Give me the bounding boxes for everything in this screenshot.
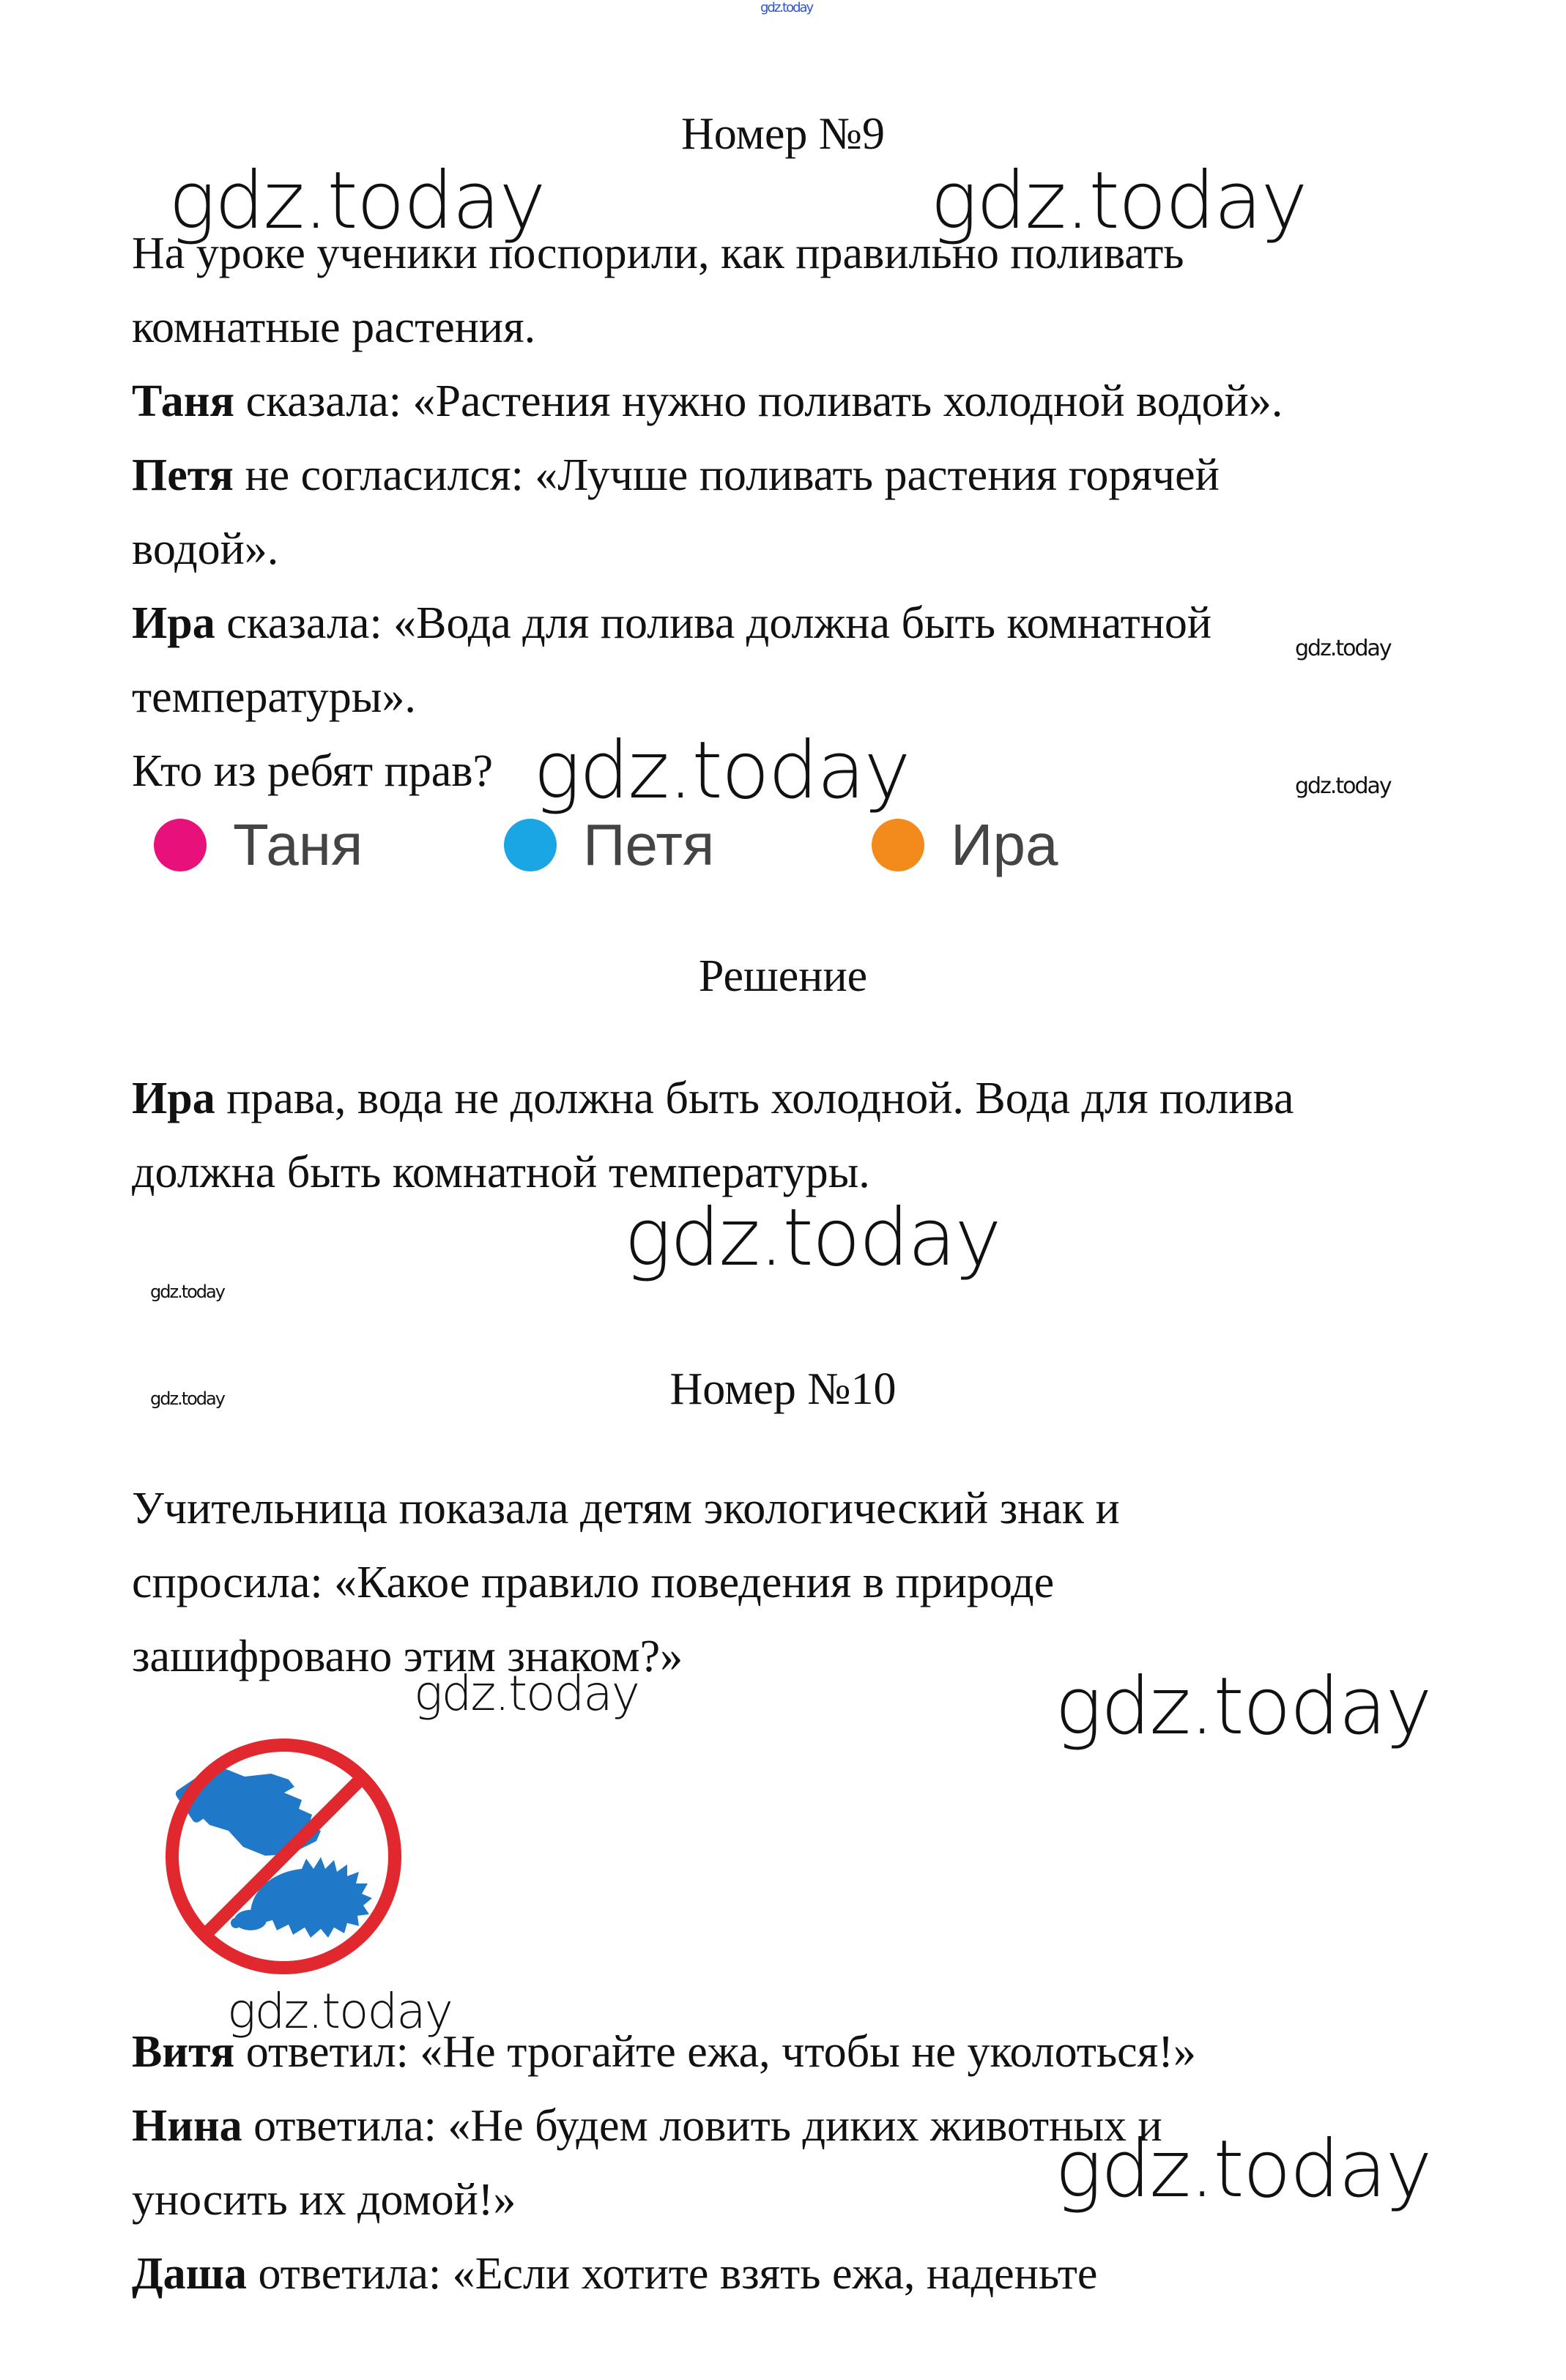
option-dot-icon bbox=[872, 819, 924, 871]
watermark: gdz.today bbox=[150, 1282, 224, 1302]
task9-title: Номер №9 bbox=[680, 109, 885, 159]
ira-name: Ира bbox=[132, 598, 215, 648]
tanya-statement bbox=[132, 365, 1465, 439]
ira-statement-cont: температуры». bbox=[132, 672, 416, 722]
no-touching-hedgehog-icon bbox=[155, 1728, 412, 1985]
eco-sign-image bbox=[155, 1728, 412, 1985]
watermark: gdz.today bbox=[930, 155, 1307, 247]
solution-line-1-text: права, вода не должна быть холодной. Вода для полива bbox=[215, 1074, 1294, 1123]
watermark: gdz.today bbox=[168, 155, 545, 247]
dasha-answer bbox=[132, 2237, 1465, 2311]
solution-text bbox=[132, 1062, 1465, 1210]
petya-name: Петя bbox=[132, 450, 234, 500]
solution-line-2: должна быть комнатной температуры. bbox=[132, 1148, 870, 1197]
task9-line-1: На уроке ученики поспорили, как правильно поливать bbox=[132, 228, 1184, 278]
watermark: gdz.today bbox=[1295, 773, 1391, 799]
tanya-name: Таня bbox=[132, 376, 235, 426]
task9-question: Кто из ребят прав? bbox=[132, 746, 494, 796]
option-ira[interactable] bbox=[872, 811, 1058, 879]
dasha-text: ответила: «Если хотите взять ежа, наденьте bbox=[247, 2249, 1098, 2299]
solution-name: Ира bbox=[132, 1074, 215, 1123]
option-label: Таня bbox=[233, 812, 363, 877]
solution-line-1 bbox=[132, 1062, 1465, 1136]
option-petya[interactable] bbox=[504, 811, 714, 879]
task10-line-1: Учительница показала детям экологический знак и bbox=[132, 1484, 1120, 1533]
option-dot-icon bbox=[504, 819, 557, 871]
solution-title: Решение bbox=[698, 951, 868, 1001]
option-dot-icon bbox=[154, 819, 207, 871]
watermark-top: gdz.today bbox=[760, 0, 813, 15]
watermark: gdz.today bbox=[1295, 636, 1391, 661]
watermark: gdz.today bbox=[1055, 2124, 1431, 2215]
watermark: gdz.today bbox=[1055, 1661, 1431, 1752]
option-label: Петя bbox=[583, 812, 715, 877]
task10-line-2: спросила: «Какое правило поведения в природе bbox=[132, 1558, 1055, 1607]
nina-name: Нина bbox=[132, 2101, 242, 2151]
task10-line-3: зашифровано этим знаком?» bbox=[132, 1632, 683, 1681]
task10-title: Номер №10 bbox=[669, 1364, 897, 1414]
task9-text bbox=[132, 217, 1465, 808]
ira-text: сказала: «Вода для полива должна быть комнатной bbox=[215, 598, 1212, 648]
watermark: gdz.today bbox=[150, 1388, 224, 1409]
nina-text: ответила: «Не будем ловить диких животных и bbox=[242, 2101, 1162, 2151]
watermark: gdz.today bbox=[533, 725, 910, 817]
option-tanya[interactable] bbox=[154, 811, 363, 879]
task9-line-2: комнатные растения. bbox=[132, 302, 536, 352]
option-label: Ира bbox=[951, 812, 1058, 877]
ira-statement bbox=[132, 587, 1465, 661]
nina-answer-cont: уносить их домой!» bbox=[132, 2175, 516, 2225]
tanya-text: сказала: «Растения нужно поливать холодной водой». bbox=[234, 376, 1283, 426]
vitya-text: ответил: «Не трогайте ежа, чтобы не уколоться!» bbox=[234, 2027, 1196, 2077]
watermark: gdz.today bbox=[624, 1192, 1001, 1284]
watermark: gdz.today bbox=[414, 1665, 639, 1722]
vitya-name: Витя bbox=[132, 2027, 235, 2077]
petya-statement bbox=[132, 439, 1465, 513]
petya-text: не согласился: «Лучше поливать растения горячей bbox=[233, 450, 1220, 500]
dasha-name: Даша bbox=[132, 2249, 247, 2299]
watermark: gdz.today bbox=[227, 1983, 452, 2039]
petya-statement-cont: водой». bbox=[132, 524, 279, 574]
